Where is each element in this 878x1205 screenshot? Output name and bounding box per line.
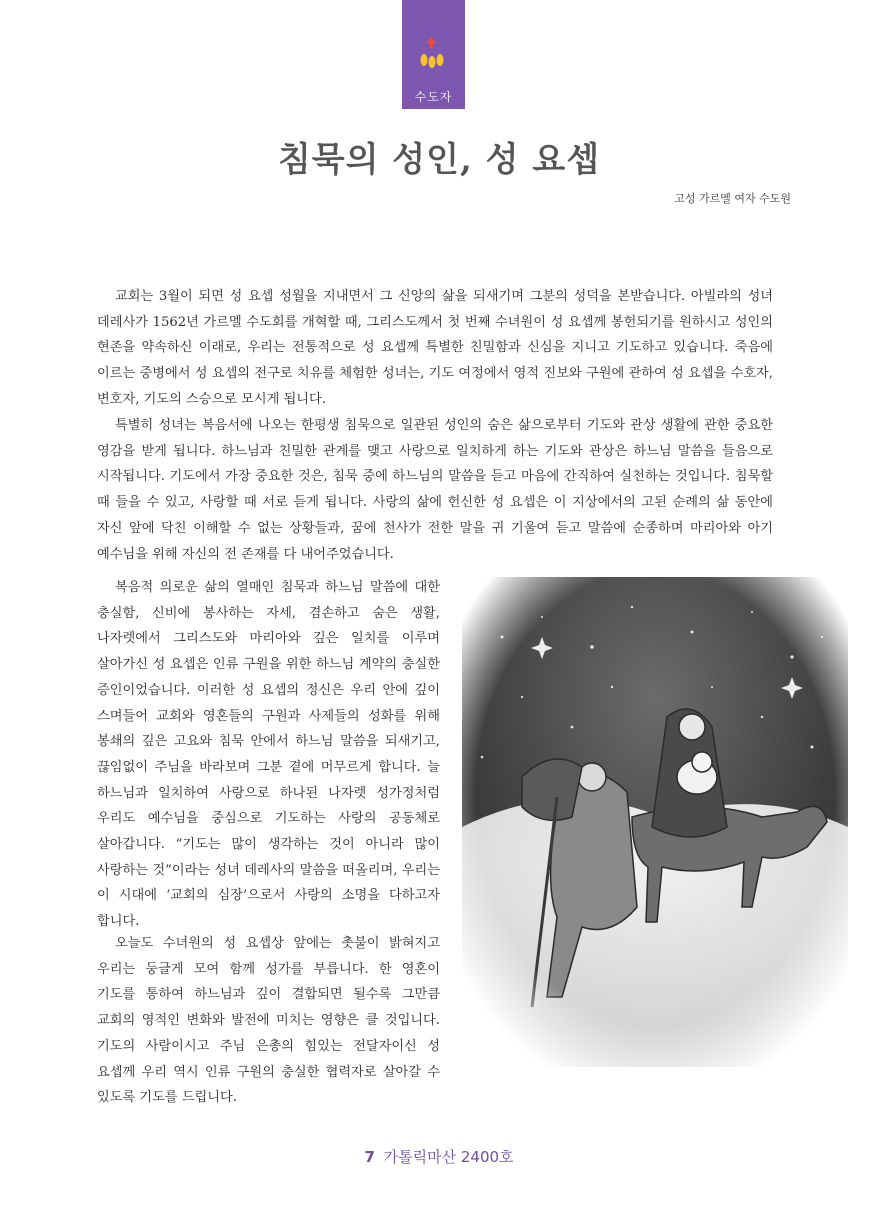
holy-family-illustration xyxy=(462,577,848,1067)
page-title: 침묵의 성인, 성 요셉 xyxy=(277,140,601,180)
page-footer xyxy=(0,1146,878,1167)
section-tab xyxy=(402,0,465,109)
article-paragraph-3: 복음적 의로운 삶의 열매인 침묵과 하느님 말씀에 대한 충실함, 신비에 봉사하는 자세, 겸손하고 숨은 생활, 나자렛에서 그리스도와 마리아와 깊은 일치를 이루며 살아가신 성 요셉은 인류 구원을 위한 하느님 계약의 충실한 증인이었습니다. 이러한 성 요셉의 정신은 우리 안에 깊이 스며들어 교회와 영혼들의 구원과 사제들의 성화를 위해 봉쇄의 깊은 고요와 침묵 안에서 하느님 말씀을 되새기고, 끊임없이 주님을 바라보며 그분 곁에 머무르게 합니다. 늘 하느님과 일치하여 사랑으로 하나된 나자렛 성가정처럼 우리도 예수님을 중심으로 기도하는 사랑의 공동체로 살아갑니다. “기도는 많이 생각하는 것이 아니라 많이 사랑하는 것”이라는 성녀 데레사의 말씀을 떠올리며, 우리는 이 시대에 ‘교회의 심장’으로서 사랑의 소명을 다하고자 합니다. xyxy=(97,580,440,930)
section-label: 수도자 xyxy=(414,90,453,104)
article-paragraph-2: 특별히 성녀는 복음서에 나오는 한평생 침묵으로 일관된 성인의 숨은 삶으로부터 기도와 관상 생활에 관한 중요한 영감을 받게 됩니다. 하느님과 친밀한 관계를 맺고 사랑으로 일치하게 하는 기도와 관상은 하느님 말씀을 들음으로 시작됩니다. 기도에서 가장 중요한 것은, 침묵 중에 하느님의 말씀을 듣고 마음에 간직하여 실천하는 것입니다. 침묵할 때 들을 수 있고, 사랑할 때 서로 듣게 됩니다. 사랑의 삶에 헌신한 성 요셉은 이 지상에서의 고된 순례의 삶 동안에 자신 앞에 닥친 이해할 수 없는 상황들과, 꿈에 천사가 전한 말을 귀 기울여 듣고 말씀에 순종하며 마리아와 아기 예수님을 위해 자신의 전 존재를 다 내어주었습니다. xyxy=(97,418,773,562)
candles-icon xyxy=(417,30,449,74)
article-paragraph-4: 오늘도 수녀원의 성 요셉상 앞에는 촛불이 밝혀지고 우리는 둥글게 모여 함께 성가를 부릅니다. 한 영혼이 기도를 통하여 하느님과 깊이 결합되면 될수록 그만큼 교회의 영적인 변화와 발전에 미치는 영향은 클 것입니다. 기도의 사람이시고 주님 은총의 힘있는 전달자이신 성 요셉께 우리 역시 인류 구원의 충실한 협력자로 살아갈 수 있도록 기도를 드립니다. xyxy=(97,936,440,1106)
page-number: 7 xyxy=(364,1148,375,1166)
publication-name: 가톨릭마산 2400호 xyxy=(383,1148,514,1166)
author-byline: 고성 가르멜 여자 수도원 xyxy=(674,192,791,205)
article-paragraph-1: 교회는 3월이 되면 성 요셉 성월을 지내면서 그 신앙의 삶을 되새기며 그분의 성덕을 본받습니다. 아빌라의 성녀 데레사가 1562년 가르멜 수도회를 개혁할 때, 그리스도께서 첫 번째 수녀원이 성 요셉께 봉헌되기를 원하시고 성인의 현존을 약속하신 이래로, 우리는 전통적으로 성 요셉께 특별한 친밀함과 신심을 지니고 기도하고 있습니다. 죽음에 이르는 중병에서 성 요셉의 전구로 치유를 체험한 성녀는, 기도 여정에서 영적 진보와 구원에 관하여 성 요셉을 수호자, 변호자, 기도의 스승으로 모시게 됩니다. xyxy=(97,289,773,407)
